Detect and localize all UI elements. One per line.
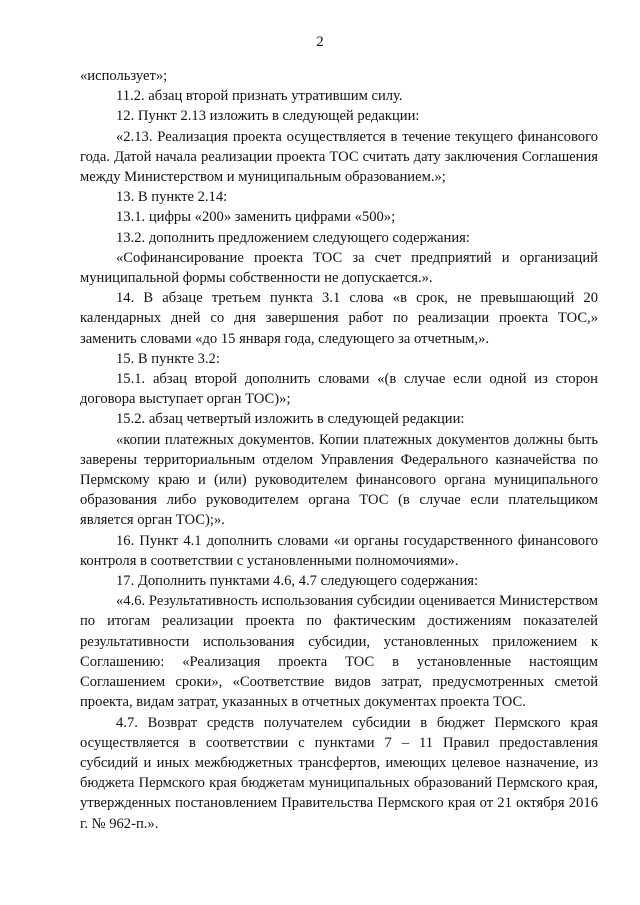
paragraph-2-13-quote: «2.13. Реализация проекта осуществляется в течение текущего финансового года. Датой начала реализации проекта ТОС считать дату заключения Соглашения между Министерством и муниципальным образованием.»; [80,128,598,186]
paragraph-payment-docs-quote: «копии платежных документов. Копии платежных документов должны быть заверены территориальным отделом Управления Федерального казначейства по Пермскому краю и (или) руководителем финансового органа муниципального образования либо руководителем органа ТОС (в случае если плательщиком является орган ТОС);». [80,431,598,529]
paragraph-15-1: 15.1. абзац второй дополнить словами «(в случае если одной из сторон договора выступает орган ТОС)»; [80,371,598,408]
document-body [80,66,598,834]
paragraph-15: 15. В пункте 3.2: [116,350,220,367]
paragraph-4-6-quote: «4.6. Результативность использования субсидии оценивается Министерством по итогам реализации проекта по фактическим достижениям показателей результативности использования субсидии, установленных приложением к Соглашению: «Реализация проекта ТОС в установленные настоящим Соглашением сроки», «Соответствие видов затрат, предусмотренных сметой проекта, видам затрат, указанных в отчетных документах проекта ТОС. [80,593,598,711]
paragraph-13-1: 13.1. цифры «200» заменить цифрами «500»; [116,209,396,226]
paragraph-13-2: 13.2. дополнить предложением следующего содержания: [116,229,470,246]
paragraph-15-2: 15.2. абзац четвертый изложить в следующей редакции: [116,411,465,428]
paragraph-12: 12. Пункт 2.13 изложить в следующей редакции: [116,108,420,125]
paragraph-11-2: 11.2. абзац второй признать утратившим силу. [116,88,403,105]
paragraph-14: 14. В абзаце третьем пункта 3.1 слова «в срок, не превышающий 20 календарных дней со дня завершения работ по реализации проекта ТОС,» заменить словами «до 15 января года, следующего за отчетным,». [80,290,598,347]
page-number: 2 [316,34,324,50]
paragraph-13: 13. В пункте 2.14: [116,189,228,206]
paragraph-cofinancing-quote: «Софинансирование проекта ТОС за счет предприятий и организаций муниципальной формы собственности не допускается.». [80,249,598,287]
paragraph-17: 17. Дополнить пунктами 4.6, 4.7 следующего содержания: [116,573,479,590]
paragraph-continuation: «использует»; [80,68,168,84]
paragraph-16: 16. Пункт 4.1 дополнить словами «и органы государственного финансового контроля в соответствии с установленными полномочиями». [80,532,598,569]
paragraph-4-7: 4.7. Возврат средств получателем субсидии в бюджет Пермского края осуществляется в соответствии с пунктами 7 – 11 Правил предоставления субсидий и иных межбюджетных трансфертов, имеющих целевое назначение, из бюджета Пермского края бюджетам муниципальных образований Пермского края, утвержденных постановлением Правительства Пермского края от 21 октября 2016 г. № 962-п.». [80,714,598,832]
